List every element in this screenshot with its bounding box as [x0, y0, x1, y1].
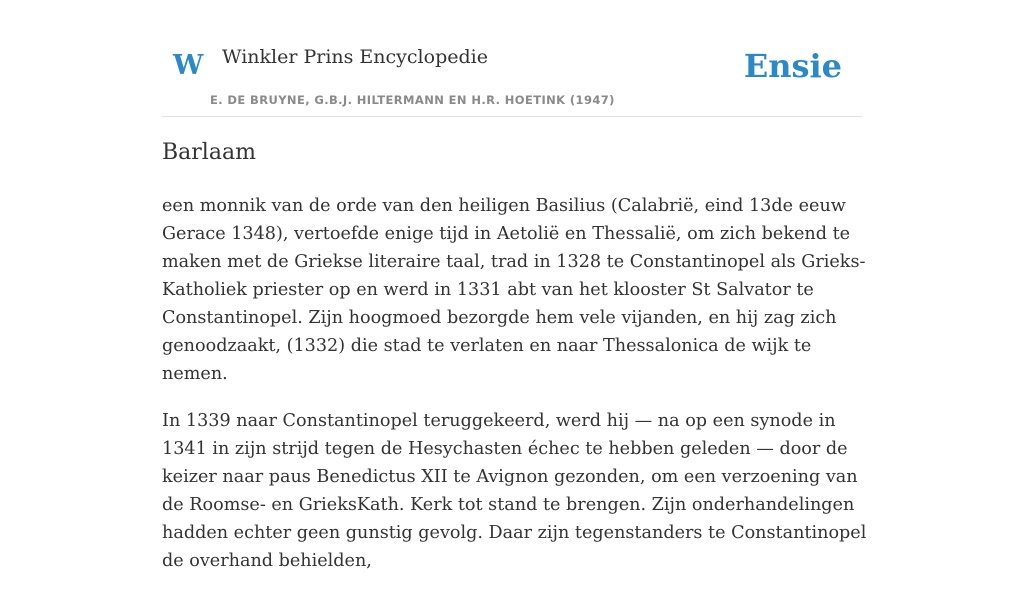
- publication-authors: E. DE BRUYNE, G.B.J. HILTERMANN EN H.R. HOETINK (1947): [210, 93, 615, 107]
- article-paragraph: In 1339 naar Constantinopel teruggekeerd, werd hij — na op een synode in 1341 in zijn strijd tegen de Hesychasten échec te hebben geleden — door de keizer naar paus Benedictus XII te Avignon gezonden, om een verzoening van de Roomse- en GrieksKath. Kerk tot stand te brengen. Zijn onderhandelingen hadden echter geen gunstig gevolg. Daar zijn tegenstanders te Constantinopel de overhand behielden,: [162, 411, 867, 571]
- article-title: Barlaam: [162, 140, 256, 165]
- article-paragraph: een monnik van de orde van den heiligen Basilius (Calabrië, eind 13de eeuw Gerace 1348), vertoefde enige tijd in Aetolië en Thessalië, om zich bekend te maken met de Griekse literaire taal, trad in 1328 te Constantinopel als Grieks-Katholiek priester op en werd in 1331 abt van het klooster St Salvator te Constantinopel. Zijn hoogmoed bezorgde hem vele vijanden, en hij zag zich genoodzaakt, (1332) die stad te verlaten en naar Thessalonica de wijk te nemen.: [162, 196, 866, 384]
- article-body: [162, 192, 868, 594]
- ensie-brand-link[interactable]: Ensie: [743, 47, 842, 85]
- site-header: [162, 0, 862, 117]
- publication-title[interactable]: Winkler Prins Encyclopedie: [222, 46, 488, 68]
- publication-logo-icon[interactable]: W: [173, 50, 204, 81]
